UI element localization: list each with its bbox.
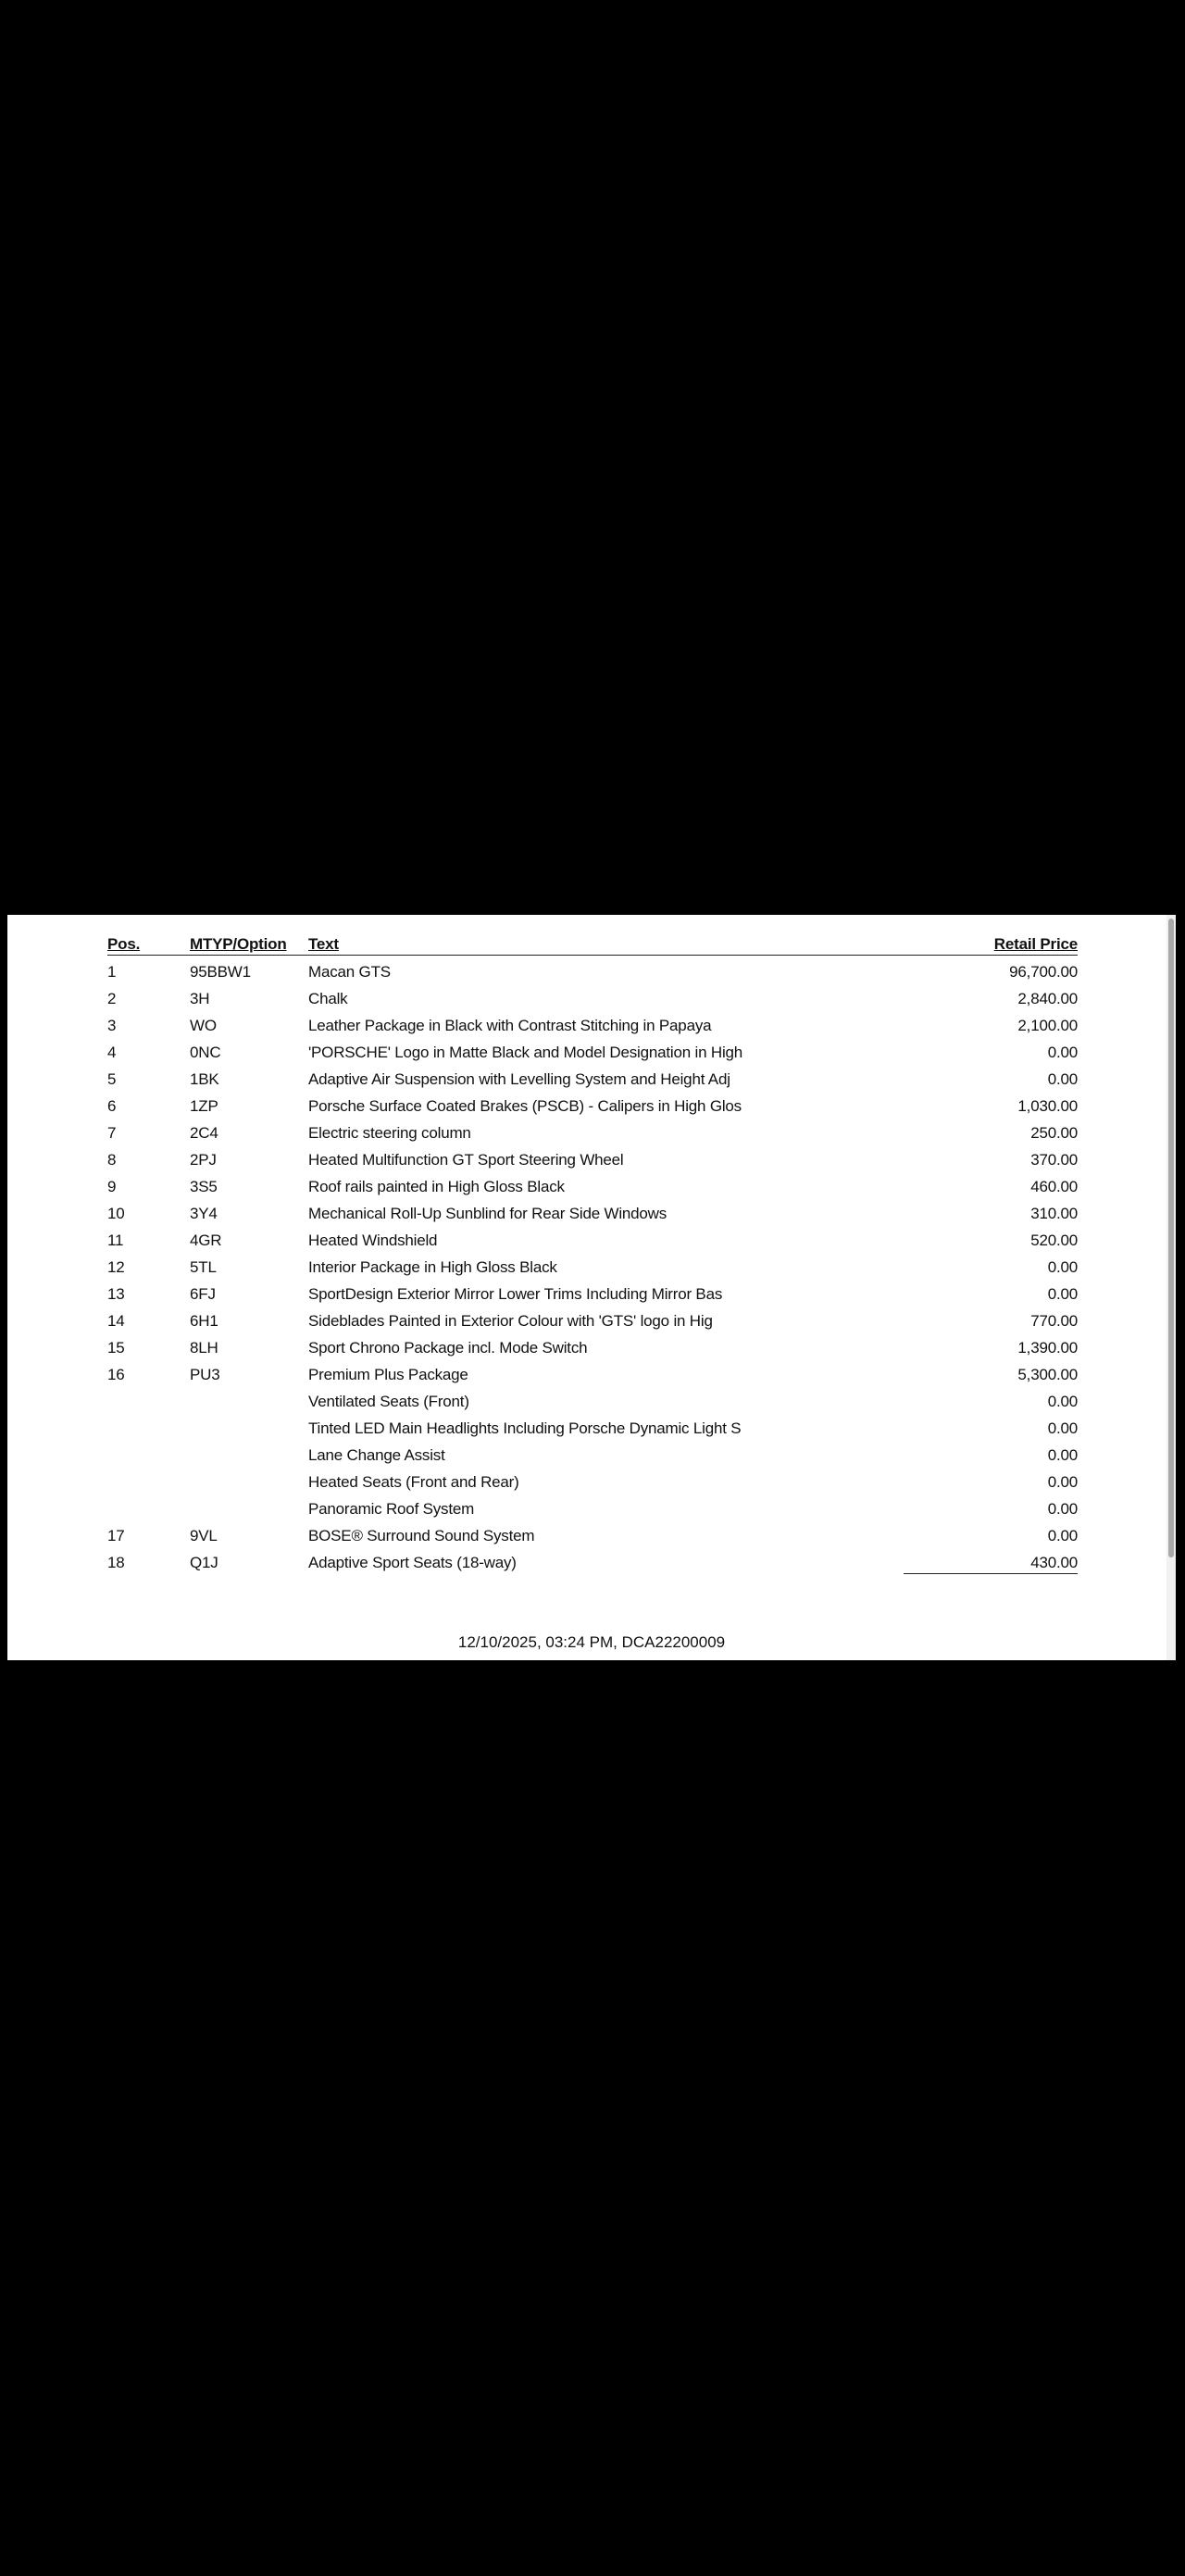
row-text: Interior Package in High Gloss Black <box>308 1258 557 1276</box>
table-row <box>107 1523 1078 1550</box>
row-price: 770.00 <box>1030 1312 1078 1330</box>
table-row <box>107 1147 1078 1174</box>
row-option: WO <box>190 1017 217 1034</box>
row-option: 95BBW1 <box>190 963 251 981</box>
row-price: 96,700.00 <box>1009 963 1078 981</box>
row-pos: 17 <box>107 1527 125 1544</box>
options-price-table <box>107 932 1078 1577</box>
table-row <box>107 1496 1078 1523</box>
row-text: Heated Windshield <box>308 1232 438 1249</box>
row-text: Porsche Surface Coated Brakes (PSCB) - Calipers in High Glos <box>308 1097 742 1115</box>
row-pos: 7 <box>107 1124 117 1142</box>
row-text: Heated Seats (Front and Rear) <box>308 1473 519 1491</box>
table-header <box>107 932 1078 956</box>
table-row <box>107 1282 1078 1308</box>
row-price: 0.00 <box>1047 1446 1078 1464</box>
row-pos: 12 <box>107 1258 125 1276</box>
row-text: Roof rails painted in High Gloss Black <box>308 1178 565 1195</box>
table-row <box>107 1067 1078 1094</box>
row-option: 9VL <box>190 1527 218 1544</box>
table-row <box>107 1013 1078 1040</box>
row-pos: 9 <box>107 1178 117 1195</box>
row-text: Lane Change Assist <box>308 1446 445 1464</box>
table-row <box>107 1362 1078 1389</box>
row-text: Leather Package in Black with Contrast Stitching in Papaya <box>308 1017 712 1034</box>
table-row <box>107 959 1078 986</box>
row-price: 370.00 <box>1030 1151 1078 1169</box>
row-pos: 5 <box>107 1070 117 1088</box>
table-row <box>107 1335 1078 1362</box>
row-option: 2C4 <box>190 1124 218 1142</box>
row-price: 2,840.00 <box>1017 990 1078 1007</box>
row-pos: 18 <box>107 1554 125 1571</box>
row-option: 0NC <box>190 1044 221 1061</box>
table-row <box>107 1040 1078 1067</box>
row-option: 4GR <box>190 1232 222 1249</box>
table-row <box>107 1228 1078 1255</box>
row-text: Sideblades Painted in Exterior Colour with 'GTS' logo in Hig <box>308 1312 713 1330</box>
header-option: MTYP/Option <box>190 935 287 953</box>
table-row <box>107 1120 1078 1147</box>
row-price: 460.00 <box>1030 1178 1078 1195</box>
vertical-scrollbar[interactable] <box>1166 915 1176 1660</box>
row-price: 0.00 <box>1047 1419 1078 1437</box>
row-option: 2PJ <box>190 1151 217 1169</box>
row-text: Ventilated Seats (Front) <box>308 1393 469 1410</box>
row-pos: 11 <box>107 1232 124 1249</box>
row-pos: 8 <box>107 1151 117 1169</box>
table-row <box>107 986 1078 1013</box>
table-row <box>107 1255 1078 1282</box>
row-price: 0.00 <box>1047 1258 1078 1276</box>
row-price: 0.00 <box>1047 1393 1078 1410</box>
row-option: 6FJ <box>190 1285 216 1303</box>
row-option: 5TL <box>190 1258 217 1276</box>
row-price: 250.00 <box>1030 1124 1078 1142</box>
row-text: BOSE® Surround Sound System <box>308 1527 535 1544</box>
row-pos: 13 <box>107 1285 125 1303</box>
row-option: Q1J <box>190 1554 218 1571</box>
row-price: 1,390.00 <box>1017 1339 1078 1357</box>
row-option: 8LH <box>190 1339 218 1357</box>
row-price: 2,100.00 <box>1017 1017 1078 1034</box>
row-option: 3H <box>190 990 210 1007</box>
row-option: 1ZP <box>190 1097 218 1115</box>
row-price: 0.00 <box>1047 1070 1078 1088</box>
table-row <box>107 1094 1078 1120</box>
document-page <box>7 915 1176 1660</box>
row-text: Mechanical Roll-Up Sunblind for Rear Side Windows <box>308 1205 667 1222</box>
row-pos: 2 <box>107 990 117 1007</box>
row-text: Panoramic Roof System <box>308 1500 475 1518</box>
row-price: 520.00 <box>1030 1232 1078 1249</box>
row-pos: 4 <box>107 1044 117 1061</box>
row-option: 3S5 <box>190 1178 218 1195</box>
row-price: 0.00 <box>1047 1044 1078 1061</box>
header-price: Retail Price <box>993 935 1078 953</box>
table-row <box>107 1308 1078 1335</box>
table-row <box>107 1174 1078 1201</box>
table-row <box>107 1443 1078 1469</box>
row-pos: 15 <box>107 1339 125 1357</box>
row-text: 'PORSCHE' Logo in Matte Black and Model Designation in High <box>308 1044 743 1061</box>
table-row <box>107 1389 1078 1416</box>
row-text: Adaptive Sport Seats (18-way) <box>308 1554 517 1571</box>
row-option: PU3 <box>190 1366 220 1383</box>
row-pos: 14 <box>107 1312 125 1330</box>
row-text: Sport Chrono Package incl. Mode Switch <box>308 1339 588 1357</box>
table-row <box>107 1201 1078 1228</box>
scrollbar-thumb[interactable] <box>1168 919 1174 1557</box>
row-price: 1,030.00 <box>1017 1097 1078 1115</box>
row-price: 0.00 <box>1047 1527 1078 1544</box>
row-price: 0.00 <box>1047 1473 1078 1491</box>
row-option: 3Y4 <box>190 1205 218 1222</box>
row-price: 5,300.00 <box>1017 1366 1078 1383</box>
row-price: 0.00 <box>1047 1500 1078 1518</box>
table-row <box>107 1550 1078 1577</box>
row-text: Chalk <box>308 990 348 1007</box>
row-price: 430.00 <box>904 1554 1078 1574</box>
row-pos: 10 <box>107 1205 125 1222</box>
table-row <box>107 1416 1078 1443</box>
table-row <box>107 1469 1078 1496</box>
table-body <box>107 959 1078 1577</box>
header-pos: Pos. <box>107 935 141 953</box>
row-price: 310.00 <box>1030 1205 1078 1222</box>
row-option: 6H1 <box>190 1312 218 1330</box>
row-pos: 3 <box>107 1017 117 1034</box>
row-text: SportDesign Exterior Mirror Lower Trims Including Mirror Bas <box>308 1285 723 1303</box>
row-text: Electric steering column <box>308 1124 471 1142</box>
row-pos: 1 <box>107 963 117 981</box>
row-option: 1BK <box>190 1070 219 1088</box>
row-text: Premium Plus Package <box>308 1366 468 1383</box>
row-pos: 16 <box>107 1366 125 1383</box>
row-price: 0.00 <box>1047 1285 1078 1303</box>
row-text: Macan GTS <box>308 963 391 981</box>
row-pos: 6 <box>107 1097 117 1115</box>
header-text: Text <box>308 935 339 953</box>
row-text: Heated Multifunction GT Sport Steering Wheel <box>308 1151 624 1169</box>
row-text: Tinted LED Main Headlights Including Porsche Dynamic Light S <box>308 1419 742 1437</box>
row-text: Adaptive Air Suspension with Levelling System and Height Adj <box>308 1070 730 1088</box>
page-footer: 12/10/2025, 03:24 PM, DCA22200009 <box>457 1633 726 1651</box>
